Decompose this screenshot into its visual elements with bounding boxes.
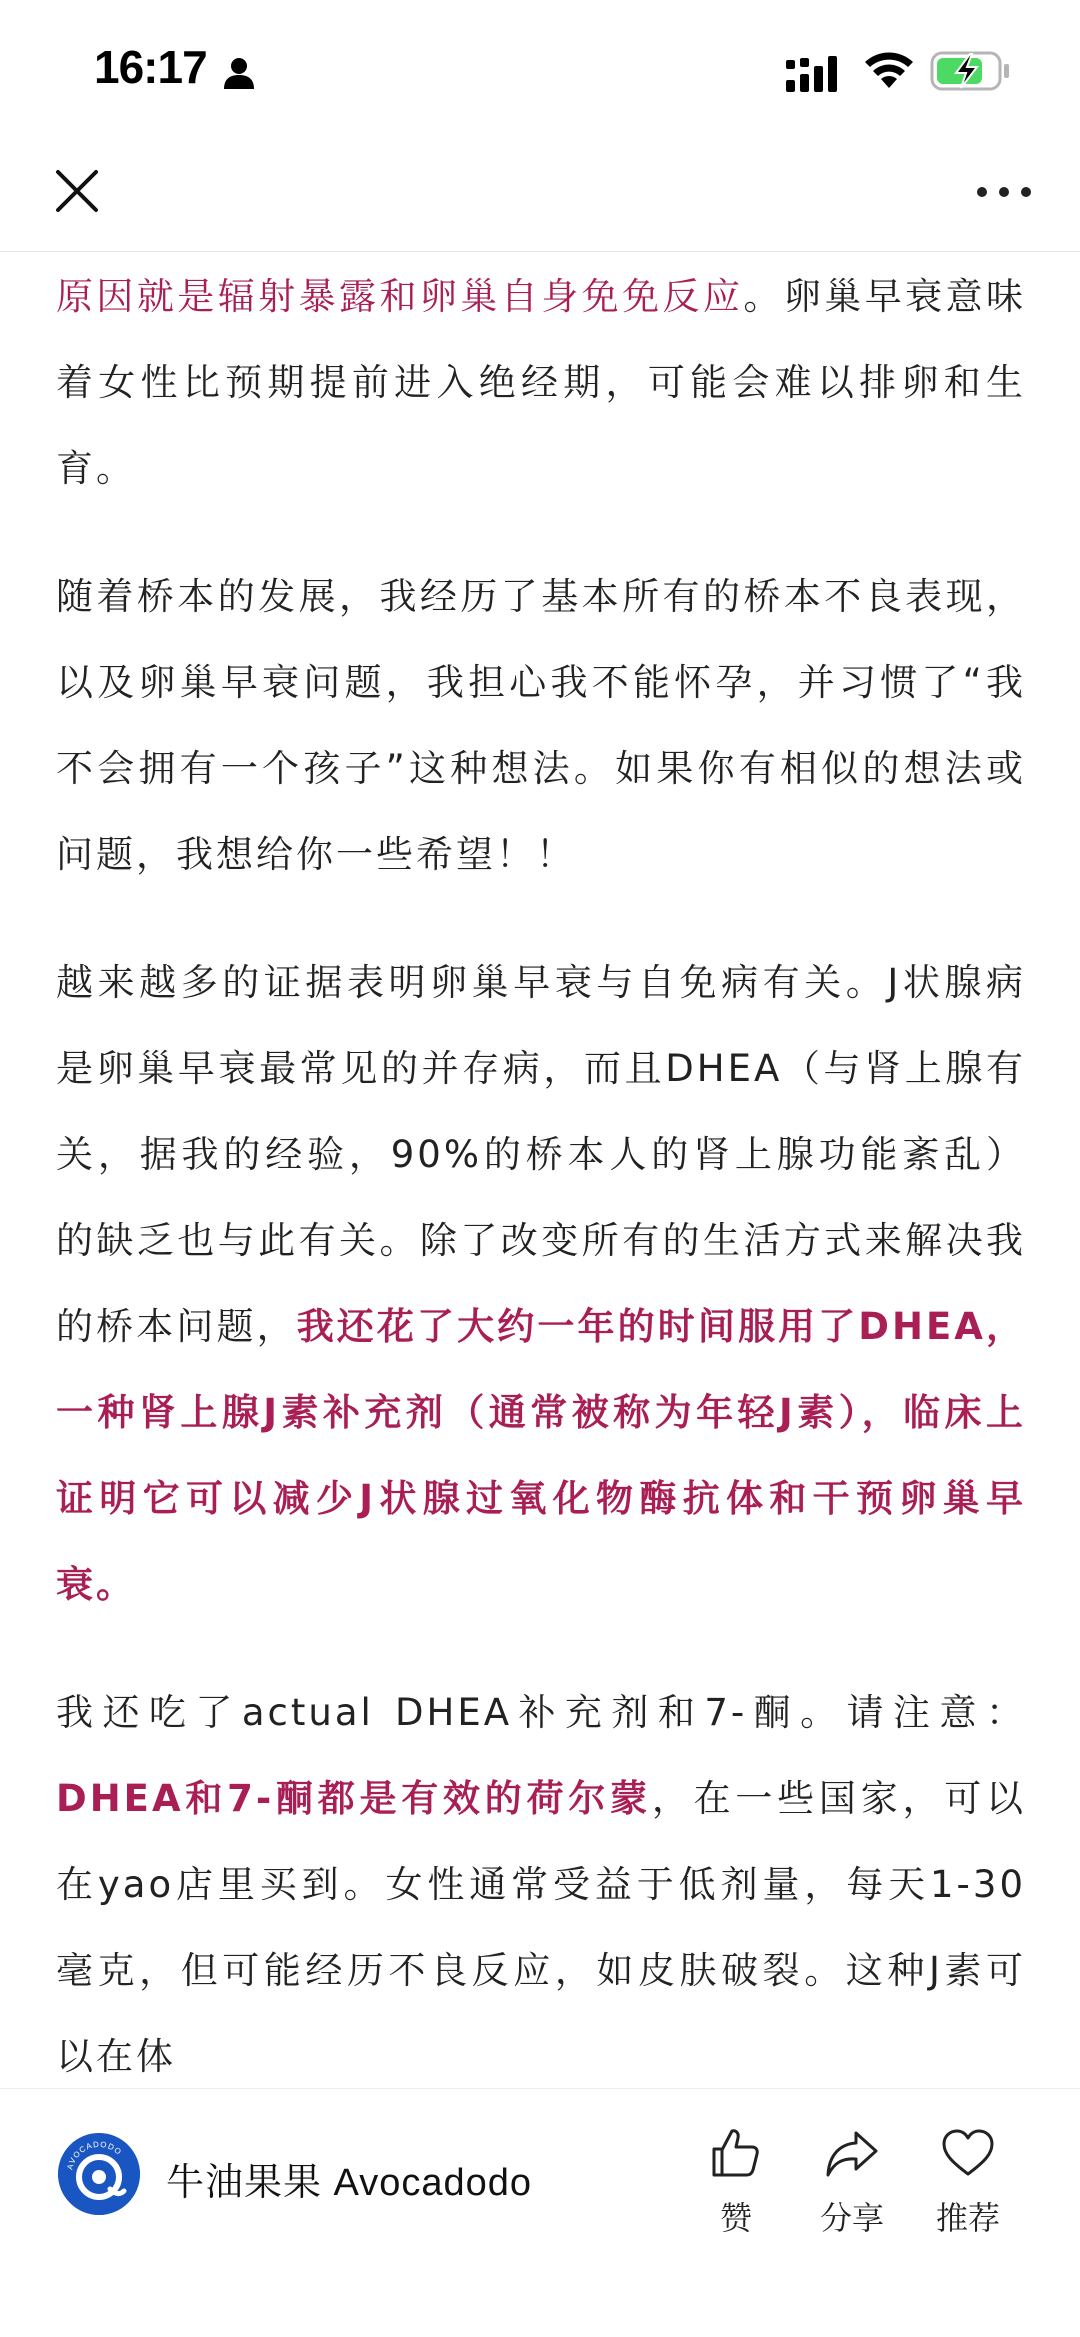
article-paragraph <box>56 940 1026 1628</box>
author-avatar[interactable] <box>58 2133 140 2215</box>
more-options-icon[interactable] <box>974 180 1034 204</box>
body-text: ，在一些国家，可以在yao店里买到。女性通常受益于低剂量，每天1-30毫克，但可能经历不良反应，如皮肤破裂。这种J素可以在体 <box>56 1777 1026 2078</box>
body-text: 越来越多的证据表明卵巢早衰与自免病有关。J状腺病是卵巢早衰最常见的并存病，而且DHEA（与肾上腺有关，据我的经验，90%的桥本人的肾上腺功能紊乱）的缺乏也与此有关。除了改变所有的生活方式来解决我的桥本问题， <box>56 961 1026 1348</box>
body-text: 随着桥本的发展，我经历了基本所有的桥本不良表现，以及卵巢早衰问题，我担心我不能怀孕，并习惯了“我不会拥有一个孩子”这种想法。如果你有相似的想法或问题，我想给你一些希望！！ <box>56 575 1026 876</box>
close-icon[interactable] <box>50 164 104 218</box>
article-paragraph <box>56 254 1026 512</box>
battery-charging-icon <box>930 50 1010 92</box>
highlighted-text: 原因就是辐射暴露和卵巢自身免免反应 <box>56 275 744 318</box>
highlighted-text: DHEA和7-酮都是有效的荷尔蒙 <box>56 1777 652 1820</box>
wifi-icon <box>864 50 914 90</box>
highlighted-text: 我还花了大约一年的时间服用了DHEA，一种肾上腺J素补充剂（通常被称为年轻J素），临床上证明它可以减少J状腺过氧化物酶抗体和干预卵巢早衰。 <box>56 1305 1026 1606</box>
heart-icon <box>940 2125 996 2181</box>
status-time: 16:17 <box>94 41 207 93</box>
author-name[interactable]: 牛油果果 Avocadodo <box>166 2162 533 2204</box>
article-paragraph <box>56 554 1026 898</box>
avocadodo-logo-icon <box>58 2133 140 2215</box>
body-text: 我还吃了actual DHEA补充剂和7-酮。请注意： <box>56 1691 1026 1734</box>
share-label: 分享 <box>819 2199 884 2237</box>
bottom-bar <box>0 2088 1080 2337</box>
like-label: 赞 <box>719 2199 752 2237</box>
like-button[interactable] <box>686 2125 786 2239</box>
recommend-button[interactable] <box>918 2125 1018 2239</box>
signal-icon <box>786 54 844 92</box>
share-icon <box>824 2125 880 2181</box>
recommend-label: 推荐 <box>935 2199 1000 2237</box>
nav-bar <box>0 140 1080 252</box>
status-bar <box>0 0 1080 140</box>
article-paragraph <box>56 1670 1026 2086</box>
body-text: 。卵巢早衰意味着女性比预期提前进入绝经期，可能会难以排卵和生育。 <box>56 275 1026 490</box>
person-icon <box>222 56 256 90</box>
article-body <box>56 254 1026 2086</box>
thumbs-up-icon <box>708 2125 764 2181</box>
svg-text:AVOCADODO: AVOCADODO <box>65 2139 124 2171</box>
share-button[interactable] <box>802 2125 902 2239</box>
